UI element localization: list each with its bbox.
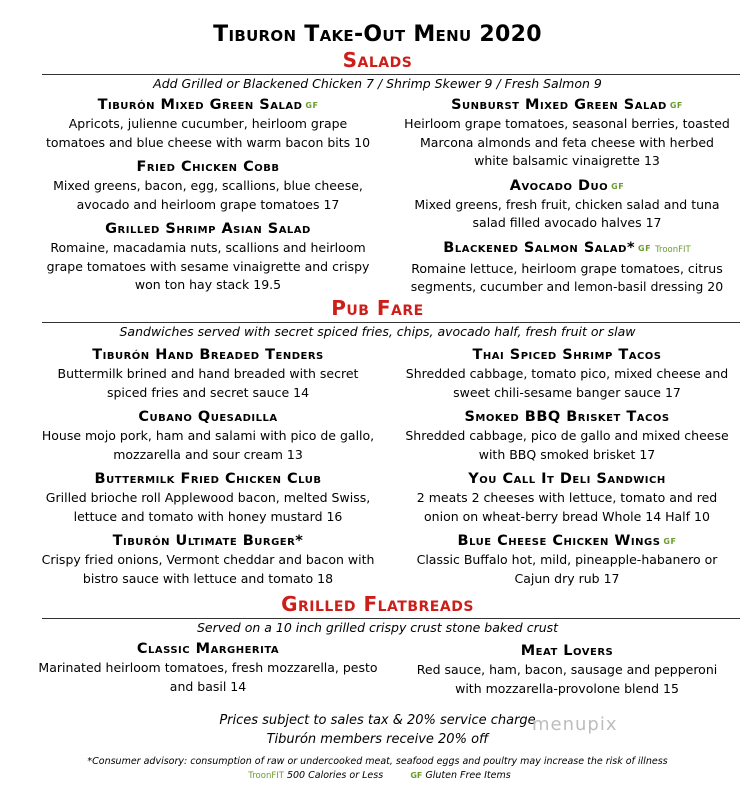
salads-right-column <box>402 96 732 297</box>
item-name: Meat Lovers <box>520 643 614 659</box>
gluten-free-icon: GF <box>669 101 683 110</box>
footer-prices-note: Prices subject to sales tax & 20% service charge <box>219 713 536 728</box>
pub-fare-note: Sandwiches served with secret spiced fries, chips, avocado half, fresh fruit or slaw <box>119 324 636 339</box>
gluten-free-icon: GF <box>410 771 423 780</box>
item-description: Buttermilk brined and hand breaded with secret spiced fries and secret sauce 14 <box>57 366 359 400</box>
gluten-free-icon: GF <box>663 537 677 546</box>
menu-item <box>38 470 378 526</box>
flatbreads-heading: Grilled Flatbreads <box>281 592 474 616</box>
item-name: Sunburst Mixed Green Salad <box>451 97 667 113</box>
troonfit-icon: TroonFIT <box>248 771 284 781</box>
pub-right-column <box>402 346 732 588</box>
flatbreads-divider <box>42 618 740 619</box>
item-description: Apricots, julienne cucumber, heirloom grape tomatoes and blue cheese with warm bacon bits 10 <box>45 116 371 150</box>
item-name: Classic Margherita <box>136 641 280 657</box>
menu-item <box>38 640 378 696</box>
menu-item <box>38 158 378 214</box>
menu-item <box>402 642 732 698</box>
item-name: Blackened Salmon Salad* <box>443 239 636 256</box>
item-name: Tiburón Hand Breaded Tenders <box>92 347 324 363</box>
menu-item <box>38 346 378 402</box>
item-description: Heirloom grape tomatoes, seasonal berries, toasted Marcona almonds and feta cheese with herbed white balsamic vinaigrette 13 <box>404 116 730 168</box>
item-name: Cubano Quesadilla <box>138 409 278 425</box>
item-name: Buttermilk Fried Chicken Club <box>94 471 322 487</box>
item-description: Romaine, macadamia nuts, scallions and heirloom grape tomatoes with sesame vinaigrette and crispy won ton hay stack 19.5 <box>46 240 370 292</box>
salads-heading: Salads <box>342 48 413 72</box>
menu-item <box>38 220 378 295</box>
item-name: Fried Chicken Cobb <box>136 159 280 175</box>
menu-item <box>402 96 732 171</box>
pub-fare-divider <box>42 322 740 323</box>
menu-item <box>38 408 378 464</box>
item-description: Shredded cabbage, tomato pico, mixed cheese and sweet chili-sesame banger sauce 17 <box>405 366 729 400</box>
item-description: Shredded cabbage, pico de gallo and mixed cheese with BBQ smoked brisket 17 <box>405 428 729 462</box>
item-description: Marinated heirloom tomatoes, fresh mozzarella, pesto and basil 14 <box>38 660 378 694</box>
item-name: Blue Cheese Chicken Wings <box>457 533 661 549</box>
gluten-free-icon: GF <box>305 101 319 110</box>
gluten-free-icon: GF <box>638 243 652 253</box>
item-description: Mixed greens, fresh fruit, chicken salad and tuna salad filled avocado halves 17 <box>414 196 720 230</box>
gluten-free-icon: GF <box>611 181 625 191</box>
flatbreads-note: Served on a 10 inch grilled crispy crust stone baked crust <box>196 620 559 635</box>
item-name: Avocado Duo <box>509 177 609 194</box>
menu-item <box>402 239 732 297</box>
item-name: Thai Spiced Shrimp Tacos <box>472 347 662 363</box>
item-name: Tiburón Mixed Green Salad <box>97 97 303 113</box>
watermark: menupix <box>532 714 618 735</box>
salads-left-column <box>38 96 378 295</box>
item-description: Romaine lettuce, heirloom grape tomatoes, citrus segments, cucumber and lemon-basil dressing 20 <box>410 260 724 294</box>
consumer-advisory: *Consumer advisory: consumption of raw or undercooked meat, seafood eggs and poultry may increase the risk of illness <box>87 756 668 767</box>
item-name: Tiburón Ultimate Burger* <box>112 533 304 549</box>
menu-item <box>402 346 732 402</box>
item-name: You Call It Deli Sandwich <box>468 471 666 487</box>
footer-members-note: Tiburón members receive 20% off <box>266 732 489 747</box>
menu-item <box>402 532 732 588</box>
item-description: House mojo pork, ham and salami with pico de gallo, mozzarella and sour cream 13 <box>41 428 375 462</box>
menu-item <box>402 177 732 233</box>
troonfit-icon: TroonFIT <box>655 244 691 255</box>
salads-note: Add Grilled or Blackened Chicken 7 / Shrimp Skewer 9 / Fresh Salmon 9 <box>153 76 602 91</box>
legend <box>0 770 755 781</box>
item-description: Red sauce, ham, bacon, sausage and pepperoni with mozzarella-provolone blend 15 <box>416 662 718 696</box>
item-name: Smoked BBQ Brisket Tacos <box>464 409 670 425</box>
item-description: Mixed greens, bacon, egg, scallions, blue cheese, avocado and heirloom grape tomatoes 17 <box>53 178 363 212</box>
item-description: 2 meats 2 cheeses with lettuce, tomato and red onion on wheat-berry bread Whole 14 Half 10 <box>416 490 718 524</box>
item-description: Crispy fried onions, Vermont cheddar and bacon with bistro sauce with lettuce and tomato 18 <box>41 552 375 586</box>
item-description: Classic Buffalo hot, mild, pineapple-habanero or Cajun dry rub 17 <box>416 552 718 586</box>
menu-item <box>38 96 378 152</box>
flatbreads-right-column <box>402 642 732 698</box>
pub-left-column <box>38 346 378 588</box>
legend-calories: 500 Calories or Less <box>286 770 384 781</box>
menu-item <box>38 532 378 588</box>
item-description: Grilled brioche roll Applewood bacon, melted Swiss, lettuce and tomato with honey mustard 16 <box>45 490 371 524</box>
menu-item <box>402 470 732 526</box>
flatbreads-left-column <box>38 640 378 696</box>
menu-item <box>402 408 732 464</box>
salads-divider <box>42 74 740 75</box>
pub-fare-heading: Pub Fare <box>331 296 424 320</box>
legend-gluten-free: Gluten Free Items <box>425 770 511 781</box>
menu-title: Tiburon Take-Out Menu 2020 <box>213 22 542 47</box>
item-name: Grilled Shrimp Asian Salad <box>105 221 311 237</box>
